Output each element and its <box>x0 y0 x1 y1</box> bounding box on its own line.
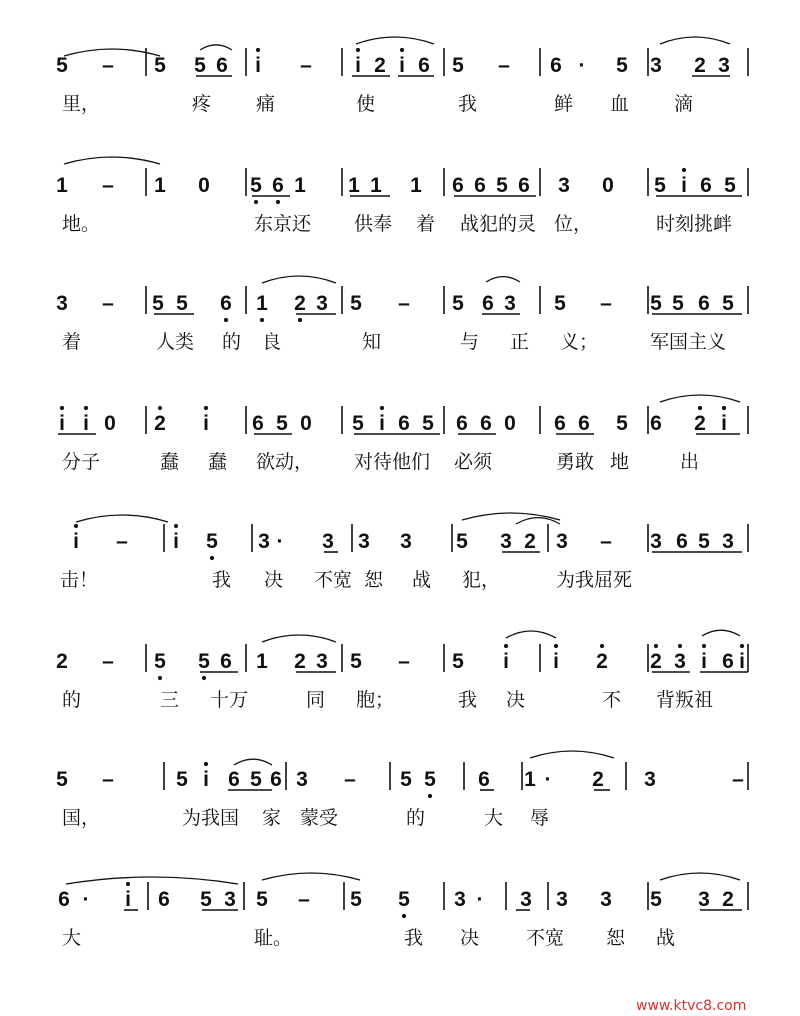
note: – <box>102 650 114 673</box>
lyric: 大 <box>484 807 504 829</box>
slur <box>660 873 740 880</box>
lyric: 不宽 <box>526 927 565 949</box>
note: 6 <box>700 174 712 197</box>
lyric: 滴 <box>674 93 694 115</box>
score-lyrics <box>60 93 732 949</box>
octave-high-dot <box>174 524 178 528</box>
note: 3 <box>358 530 370 553</box>
octave-high-dot <box>356 48 360 52</box>
note: 5 <box>724 174 736 197</box>
octave-low-dot <box>202 676 206 680</box>
lyric: 供奉 <box>354 213 393 235</box>
note: 3 <box>322 530 334 553</box>
note: 1 <box>410 174 422 197</box>
lyric: 为我国 <box>182 807 240 829</box>
note: 3 <box>224 888 236 911</box>
lyric: 着 <box>416 213 436 235</box>
note: 6 <box>518 174 530 197</box>
note: 6 <box>220 650 232 673</box>
note: 3 <box>504 292 516 315</box>
note: – <box>732 768 744 791</box>
octave-high-dot <box>654 644 658 648</box>
note: 5 <box>350 888 362 911</box>
slur <box>486 277 520 282</box>
note: 6 <box>272 174 284 197</box>
lyric: 勇敢 <box>556 451 595 473</box>
note: 5 <box>56 768 68 791</box>
lyric: 欲动， <box>256 451 314 473</box>
lyric: 正 <box>510 331 530 353</box>
slur <box>262 635 336 642</box>
note: 6 <box>252 412 264 435</box>
note: 5 <box>650 292 662 315</box>
note: 2 <box>722 888 734 911</box>
note: 5 <box>350 650 362 673</box>
lyric: 家 <box>262 807 282 829</box>
note: 5 <box>250 174 262 197</box>
note: 3 <box>722 530 734 553</box>
lyric: 辱 <box>530 807 550 829</box>
note: 5 <box>452 54 464 77</box>
lyric: 决 <box>506 689 526 711</box>
lyric: 人类 <box>156 331 195 353</box>
note: – <box>102 768 114 791</box>
note: 0 <box>602 174 614 197</box>
octave-high-dot <box>204 406 208 410</box>
note: i <box>59 412 65 435</box>
note: 5 <box>154 650 166 673</box>
note: 6 <box>478 768 490 791</box>
slur <box>76 515 168 522</box>
lyric: 战犯的灵 <box>460 213 537 235</box>
note: · <box>476 888 484 911</box>
octave-high-dot <box>504 644 508 648</box>
note: 5 <box>650 888 662 911</box>
note: 3 <box>718 54 730 77</box>
note: i <box>503 650 509 673</box>
slur <box>530 751 614 758</box>
octave-high-dot <box>380 406 384 410</box>
note: 2 <box>694 412 706 435</box>
note: 6 <box>270 768 282 791</box>
octave-high-dot <box>256 48 260 52</box>
octave-high-dot <box>158 406 162 410</box>
note: 5 <box>176 292 188 315</box>
note: 3 <box>558 174 570 197</box>
note: 6 <box>474 174 486 197</box>
note: – <box>600 530 612 553</box>
lyric: 疼 <box>192 93 212 115</box>
note: 6 <box>228 768 240 791</box>
note: i <box>399 54 405 77</box>
lyric: 我 <box>458 689 478 711</box>
lyric: 十万 <box>210 689 249 711</box>
note: 2 <box>592 768 604 791</box>
note: i <box>173 530 179 553</box>
note: 5 <box>206 530 218 553</box>
note: 3 <box>600 888 612 911</box>
note: 6 <box>482 292 494 315</box>
note: 1 <box>154 174 166 197</box>
note: 3 <box>454 888 466 911</box>
octave-low-dot <box>428 794 432 798</box>
note: 2 <box>650 650 662 673</box>
lyric: 我 <box>404 927 424 949</box>
note: · <box>82 888 90 911</box>
lyric: 我 <box>458 93 478 115</box>
octave-low-dot <box>402 914 406 918</box>
note: 5 <box>452 292 464 315</box>
lyric: 痛 <box>256 93 276 115</box>
octave-high-dot <box>702 644 706 648</box>
slur <box>660 37 730 44</box>
note: · <box>578 54 586 77</box>
lyric: 恕 <box>364 569 384 591</box>
note: 3 <box>258 530 270 553</box>
note: 3 <box>520 888 532 911</box>
octave-high-dot <box>84 406 88 410</box>
note: 5 <box>352 412 364 435</box>
note: 2 <box>294 292 306 315</box>
note: 5 <box>496 174 508 197</box>
note: – <box>300 54 312 77</box>
note: 2 <box>56 650 68 673</box>
note: 5 <box>424 768 436 791</box>
lyric: 胞； <box>356 689 395 711</box>
octave-high-dot <box>554 644 558 648</box>
lyric: 分子 <box>62 451 101 473</box>
lyric: 位， <box>554 213 593 235</box>
note: i <box>203 768 209 791</box>
note: 5 <box>654 174 666 197</box>
note: 5 <box>554 292 566 315</box>
note: i <box>255 54 261 77</box>
note: 5 <box>456 530 468 553</box>
lyric: 对待他们 <box>354 451 431 473</box>
note: 3 <box>644 768 656 791</box>
octave-high-dot <box>60 406 64 410</box>
slur <box>64 157 160 164</box>
note: i <box>739 650 745 673</box>
lyric: 战 <box>412 569 432 591</box>
note: 6 <box>676 530 688 553</box>
lyric: 里， <box>62 93 101 115</box>
note: 5 <box>200 888 212 911</box>
lyric: 不 <box>602 689 622 711</box>
slur <box>702 630 740 636</box>
lyric: 蠢 <box>160 451 180 473</box>
note: 6 <box>58 888 70 911</box>
note: 5 <box>722 292 734 315</box>
octave-low-dot <box>254 200 258 204</box>
note: 5 <box>276 412 288 435</box>
note: 5 <box>154 54 166 77</box>
note: – <box>116 530 128 553</box>
lyric: 耻。 <box>254 927 293 949</box>
note: 3 <box>556 530 568 553</box>
watermark-text: www.ktvc8.com <box>636 998 747 1014</box>
octave-low-dot <box>210 556 214 560</box>
note: 3 <box>650 54 662 77</box>
note: 3 <box>556 888 568 911</box>
note: 6 <box>158 888 170 911</box>
lyric: 的 <box>62 689 82 711</box>
note: 2 <box>694 54 706 77</box>
slur <box>66 877 238 884</box>
lyric: 蒙受 <box>300 807 339 829</box>
lyric: 义； <box>560 331 599 353</box>
note: 1 <box>256 650 268 673</box>
note: – <box>398 650 410 673</box>
note: 0 <box>504 412 516 435</box>
note: 1 <box>56 174 68 197</box>
slur <box>200 45 232 50</box>
note: 6 <box>554 412 566 435</box>
note: 5 <box>350 292 362 315</box>
note: 3 <box>316 292 328 315</box>
note: · <box>276 530 284 553</box>
lyric: 使 <box>356 93 376 115</box>
lyric: 地。 <box>62 213 101 235</box>
note: 6 <box>418 54 430 77</box>
note: 2 <box>524 530 536 553</box>
note: 6 <box>452 174 464 197</box>
note: – <box>398 292 410 315</box>
lyric: 击！ <box>60 569 99 591</box>
note: 5 <box>452 650 464 673</box>
lyric: 战 <box>656 927 676 949</box>
note: 3 <box>650 530 662 553</box>
lyric: 蠢 <box>208 451 228 473</box>
slur <box>262 873 360 880</box>
lyric: 与 <box>460 331 480 353</box>
note: 0 <box>104 412 116 435</box>
note: i <box>203 412 209 435</box>
lyric: 三 <box>160 689 180 711</box>
note: i <box>701 650 707 673</box>
note: 1 <box>370 174 382 197</box>
note: 6 <box>398 412 410 435</box>
lyric: 军国主义 <box>650 331 727 353</box>
octave-low-dot <box>298 318 302 322</box>
note: 3 <box>674 650 686 673</box>
lyric: 必须 <box>454 451 493 473</box>
note: 3 <box>296 768 308 791</box>
note: i <box>125 888 131 911</box>
lyric: 时刻挑衅 <box>656 213 733 235</box>
lyric: 国， <box>62 807 101 829</box>
lyric: 大 <box>62 927 82 949</box>
note: 5 <box>176 768 188 791</box>
slur <box>356 37 434 44</box>
octave-low-dot <box>276 200 280 204</box>
octave-low-dot <box>260 318 264 322</box>
note: 1 <box>256 292 268 315</box>
note: i <box>553 650 559 673</box>
note: 5 <box>616 54 628 77</box>
octave-high-dot <box>698 406 702 410</box>
lyric: 背叛祖 <box>656 689 714 711</box>
lyric: 地 <box>610 451 630 473</box>
note: 5 <box>198 650 210 673</box>
lyric: 决 <box>264 569 284 591</box>
lyric: 着 <box>62 331 82 353</box>
score-notes <box>56 48 745 918</box>
note: 6 <box>480 412 492 435</box>
note: 0 <box>198 174 210 197</box>
lyric: 知 <box>362 331 382 353</box>
note: 3 <box>698 888 710 911</box>
octave-high-dot <box>722 406 726 410</box>
note: 6 <box>550 54 562 77</box>
note: 6 <box>578 412 590 435</box>
octave-low-dot <box>224 318 228 322</box>
note: i <box>355 54 361 77</box>
lyric: 出 <box>680 451 700 473</box>
lyric: 不宽 <box>314 569 353 591</box>
lyric: 犯， <box>462 569 501 591</box>
note: i <box>83 412 89 435</box>
note: 1 <box>294 174 306 197</box>
note: i <box>73 530 79 553</box>
note: 6 <box>722 650 734 673</box>
note: 6 <box>220 292 232 315</box>
note: 0 <box>300 412 312 435</box>
lyric: 的 <box>406 807 426 829</box>
note: 3 <box>316 650 328 673</box>
note: 5 <box>194 54 206 77</box>
slur <box>506 631 556 638</box>
note: 5 <box>422 412 434 435</box>
note: 1 <box>524 768 536 791</box>
note: 5 <box>616 412 628 435</box>
lyric: 为我屈死 <box>556 569 633 591</box>
note: 2 <box>374 54 386 77</box>
note: · <box>544 768 552 791</box>
octave-high-dot <box>600 644 604 648</box>
note: 5 <box>152 292 164 315</box>
lyric: 同 <box>306 689 326 711</box>
note: – <box>498 54 510 77</box>
note: 2 <box>596 650 608 673</box>
lyric: 决 <box>460 927 480 949</box>
note: 3 <box>400 530 412 553</box>
lyric: 恕 <box>606 927 626 949</box>
note: 3 <box>56 292 68 315</box>
note: – <box>298 888 310 911</box>
note: – <box>102 54 114 77</box>
octave-high-dot <box>678 644 682 648</box>
octave-high-dot <box>204 762 208 766</box>
note: 2 <box>294 650 306 673</box>
note: 6 <box>698 292 710 315</box>
lyric: 良 <box>262 331 282 353</box>
note: – <box>102 292 114 315</box>
note: 6 <box>216 54 228 77</box>
note: i <box>721 412 727 435</box>
slur <box>660 395 740 402</box>
note: 1 <box>348 174 360 197</box>
note: – <box>344 768 356 791</box>
lyric: 东京还 <box>254 213 312 235</box>
note: 5 <box>400 768 412 791</box>
octave-high-dot <box>682 168 686 172</box>
note: 5 <box>398 888 410 911</box>
note: 5 <box>672 292 684 315</box>
octave-high-dot <box>126 882 130 886</box>
lyric: 鲜 <box>554 93 574 115</box>
note: 2 <box>154 412 166 435</box>
note: 5 <box>250 768 262 791</box>
lyric: 的 <box>222 331 242 353</box>
note: i <box>379 412 385 435</box>
note: 6 <box>650 412 662 435</box>
note: 3 <box>500 530 512 553</box>
note: – <box>102 174 114 197</box>
octave-high-dot <box>400 48 404 52</box>
octave-high-dot <box>740 644 744 648</box>
octave-low-dot <box>158 676 162 680</box>
note: 5 <box>56 54 68 77</box>
lyric: 我 <box>212 569 232 591</box>
note: 6 <box>456 412 468 435</box>
note: – <box>600 292 612 315</box>
note: 5 <box>256 888 268 911</box>
note: 5 <box>698 530 710 553</box>
note: i <box>681 174 687 197</box>
octave-high-dot <box>74 524 78 528</box>
slur <box>234 759 272 765</box>
lyric: 血 <box>610 93 630 115</box>
slur <box>262 276 336 283</box>
